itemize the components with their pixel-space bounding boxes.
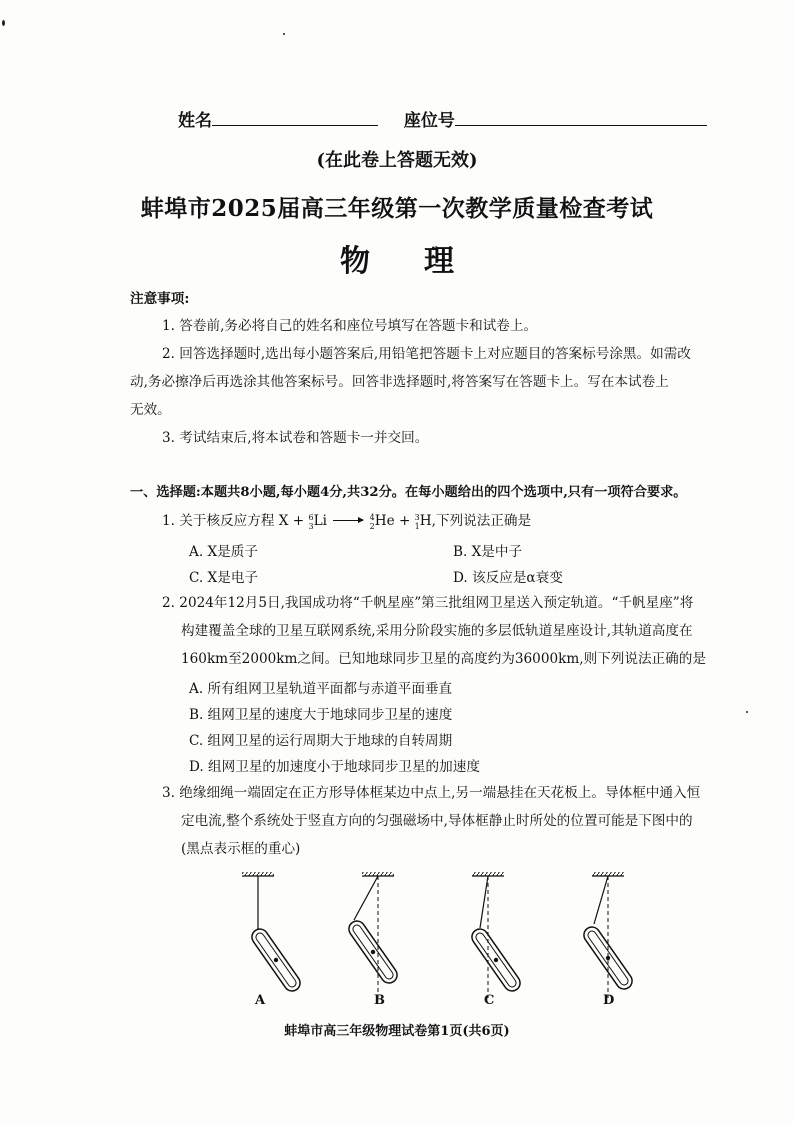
seat-label: 座位号 — [403, 111, 455, 131]
figure-option-d — [581, 872, 635, 998]
q1-stem-prefix: 1. 关于核反应方程 X + — [162, 513, 305, 529]
section1-heading: 一、选择题:本题共8小题,每小题4分,共32分。在每小题给出的四个选项中,只有一项符合要求。 — [130, 485, 687, 500]
q3-figure — [230, 868, 650, 1018]
h-charge: 1 — [414, 521, 420, 531]
h-mass: 3 — [414, 512, 420, 522]
figure-option-c — [469, 872, 523, 998]
scan-speck — [2, 20, 5, 26]
q2-line-2: 构建覆盖全球的卫星互联网系统,采用分阶段实施的多层低轨道星座设计,其轨道高度在 — [181, 623, 693, 639]
instruction-2-cont: 动,务必擦净后再选涂其他答案标号。回答非选择题时,将答案写在答题卡上。写在本试卷上 — [130, 374, 669, 390]
q3-line-2: 定电流,整个系统处于竖直方向的匀强磁场中,导体框静止时所处的位置可能是下图中的 — [181, 813, 693, 829]
q1-option-b: B. X是中子 — [453, 544, 523, 560]
figure-option-a — [242, 872, 303, 994]
figure-label-b: B — [374, 993, 385, 1008]
q3-line-3: (黑点表示框的重心) — [181, 841, 301, 857]
q2-option-b: B. 组网卫星的速度大于地球同步卫星的速度 — [189, 707, 453, 723]
nuclide-h — [415, 507, 432, 535]
exam-title: 蚌埠市2025届高三年级第一次教学质量检查考试 — [140, 195, 654, 222]
page-footer: 蚌埠市高三年级物理试卷第1页(共6页) — [284, 1024, 510, 1039]
instruction-3: 3. 考试结束后,将本试卷和答题卡一并交回。 — [162, 430, 429, 446]
q1-option-a: A. X是质子 — [189, 544, 258, 560]
q2-line-1: 2. 2024年12月5日,我国成功将“千帆星座”第三批组网卫星送入预定轨道。“千帆星座”将 — [162, 595, 694, 611]
name-seat-row — [178, 106, 707, 131]
li-charge: 3 — [308, 521, 314, 531]
no-answer-notice: (在此卷上答题无效) — [316, 150, 478, 171]
center-dot-b — [371, 950, 375, 954]
string-b — [354, 876, 378, 920]
nuclide-li — [309, 507, 327, 535]
instruction-1: 1. 答卷前,务必将自己的姓名和座位号填写在答题卡和试卷上。 — [162, 318, 538, 334]
he-charge: 2 — [369, 521, 375, 531]
q2-option-a: A. 所有组网卫星轨道平面都与赤道平面垂直 — [189, 681, 453, 697]
name-label: 姓名 — [178, 111, 212, 131]
center-dot-d — [606, 956, 610, 960]
li-symbol: Li — [313, 513, 327, 529]
q3-line-1: 3. 绝缘细绳一端固定在正方形导体框某边中点上,另一端悬挂在天花板上。导体框中通入恒 — [162, 785, 701, 801]
string-c — [480, 876, 488, 928]
subject-title: 物理 — [340, 244, 508, 279]
center-dot-a — [274, 958, 278, 962]
figure-option-b — [346, 872, 400, 998]
seat-blank — [455, 109, 707, 126]
he-symbol: He — [374, 513, 395, 529]
instructions-heading: 注意事项: — [130, 291, 190, 307]
instruction-2-end: 无效。 — [130, 402, 171, 418]
figure-label-a: A — [255, 993, 266, 1008]
name-blank — [212, 109, 378, 126]
nuclide-he — [370, 507, 395, 535]
q1-option-d: D. 该反应是α衰变 — [453, 570, 563, 586]
h-symbol: H — [419, 513, 432, 529]
figure-label-c: C — [484, 993, 495, 1008]
q2-option-d: D. 组网卫星的加速度小于地球同步卫星的加速度 — [189, 759, 480, 775]
li-mass: 6 — [308, 512, 314, 522]
string-d — [594, 876, 608, 924]
plus-sign: + — [398, 513, 411, 529]
instruction-2: 2. 回答选择题时,选出每小题答案后,用铅笔把答题卡上对应题目的答案标号涂黑。如需改 — [162, 346, 691, 362]
center-dot-c — [494, 958, 498, 962]
q2-line-3: 160km至2000km之间。已知地球同步卫星的高度约为36000km,则下列说法正确的是 — [181, 651, 706, 667]
q1-stem — [162, 507, 531, 535]
scan-speck — [746, 711, 748, 713]
scan-speck — [283, 33, 285, 35]
he-mass: 4 — [369, 512, 375, 522]
q1-option-c: C. X是电子 — [189, 570, 259, 586]
figure-label-d: D — [603, 993, 615, 1008]
reaction-arrow — [333, 520, 363, 521]
q2-option-c: C. 组网卫星的运行周期大于地球的自转周期 — [189, 733, 453, 749]
q1-stem-suffix: ,下列说法正确是 — [431, 513, 532, 529]
